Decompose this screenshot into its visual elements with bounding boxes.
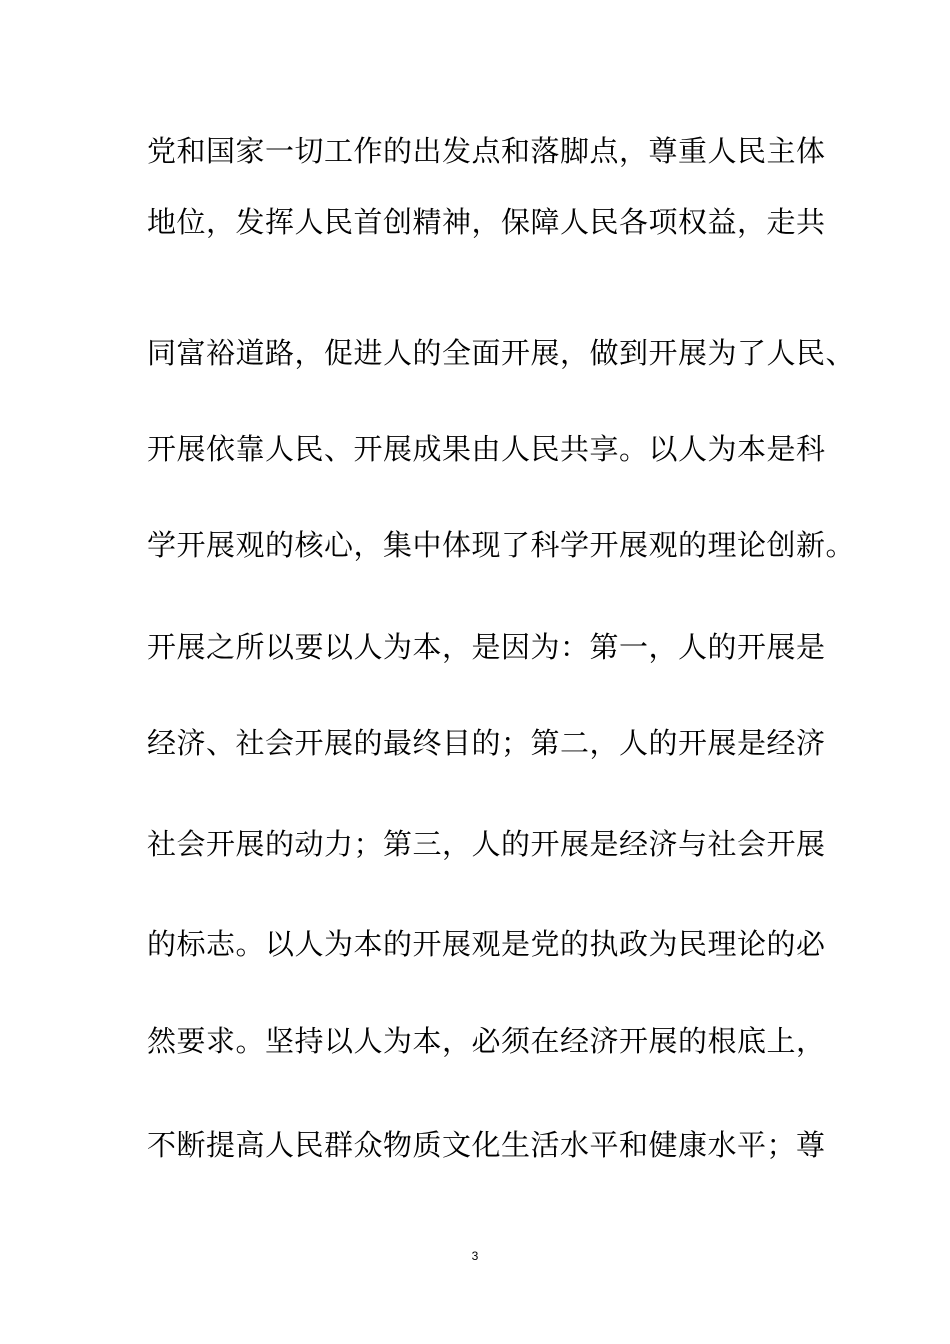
body-text-line: 的标志。以人为本的开展观是党的执政为民理论的必 xyxy=(147,927,826,961)
body-text-line: 党和国家一切工作的出发点和落脚点，尊重人民主体 xyxy=(147,134,826,168)
body-text-line: 学开展观的核心，集中体现了科学开展观的理论创新。 xyxy=(147,528,856,562)
body-text-line: 社会开展的动力；第三，人的开展是经济与社会开展 xyxy=(147,827,826,861)
body-text-line: 地位，发挥人民首创精神，保障人民各项权益，走共 xyxy=(147,205,826,239)
body-text-line: 开展之所以要以人为本，是因为：第一，人的开展是 xyxy=(147,630,826,664)
body-text-line: 同富裕道路，促进人的全面开展，做到开展为了人民、 xyxy=(147,336,856,370)
body-text-line: 开展依靠人民、开展成果由人民共享。以人为本是科 xyxy=(147,432,826,466)
body-text-line: 不断提高人民群众物质文化生活水平和健康水平；尊 xyxy=(147,1128,826,1162)
body-text-line: 然要求。坚持以人为本，必须在经济开展的根底上， xyxy=(147,1024,826,1058)
page-number: 3 xyxy=(471,1249,479,1263)
body-text-line: 经济、社会开展的最终目的；第二，人的开展是经济 xyxy=(147,726,826,760)
